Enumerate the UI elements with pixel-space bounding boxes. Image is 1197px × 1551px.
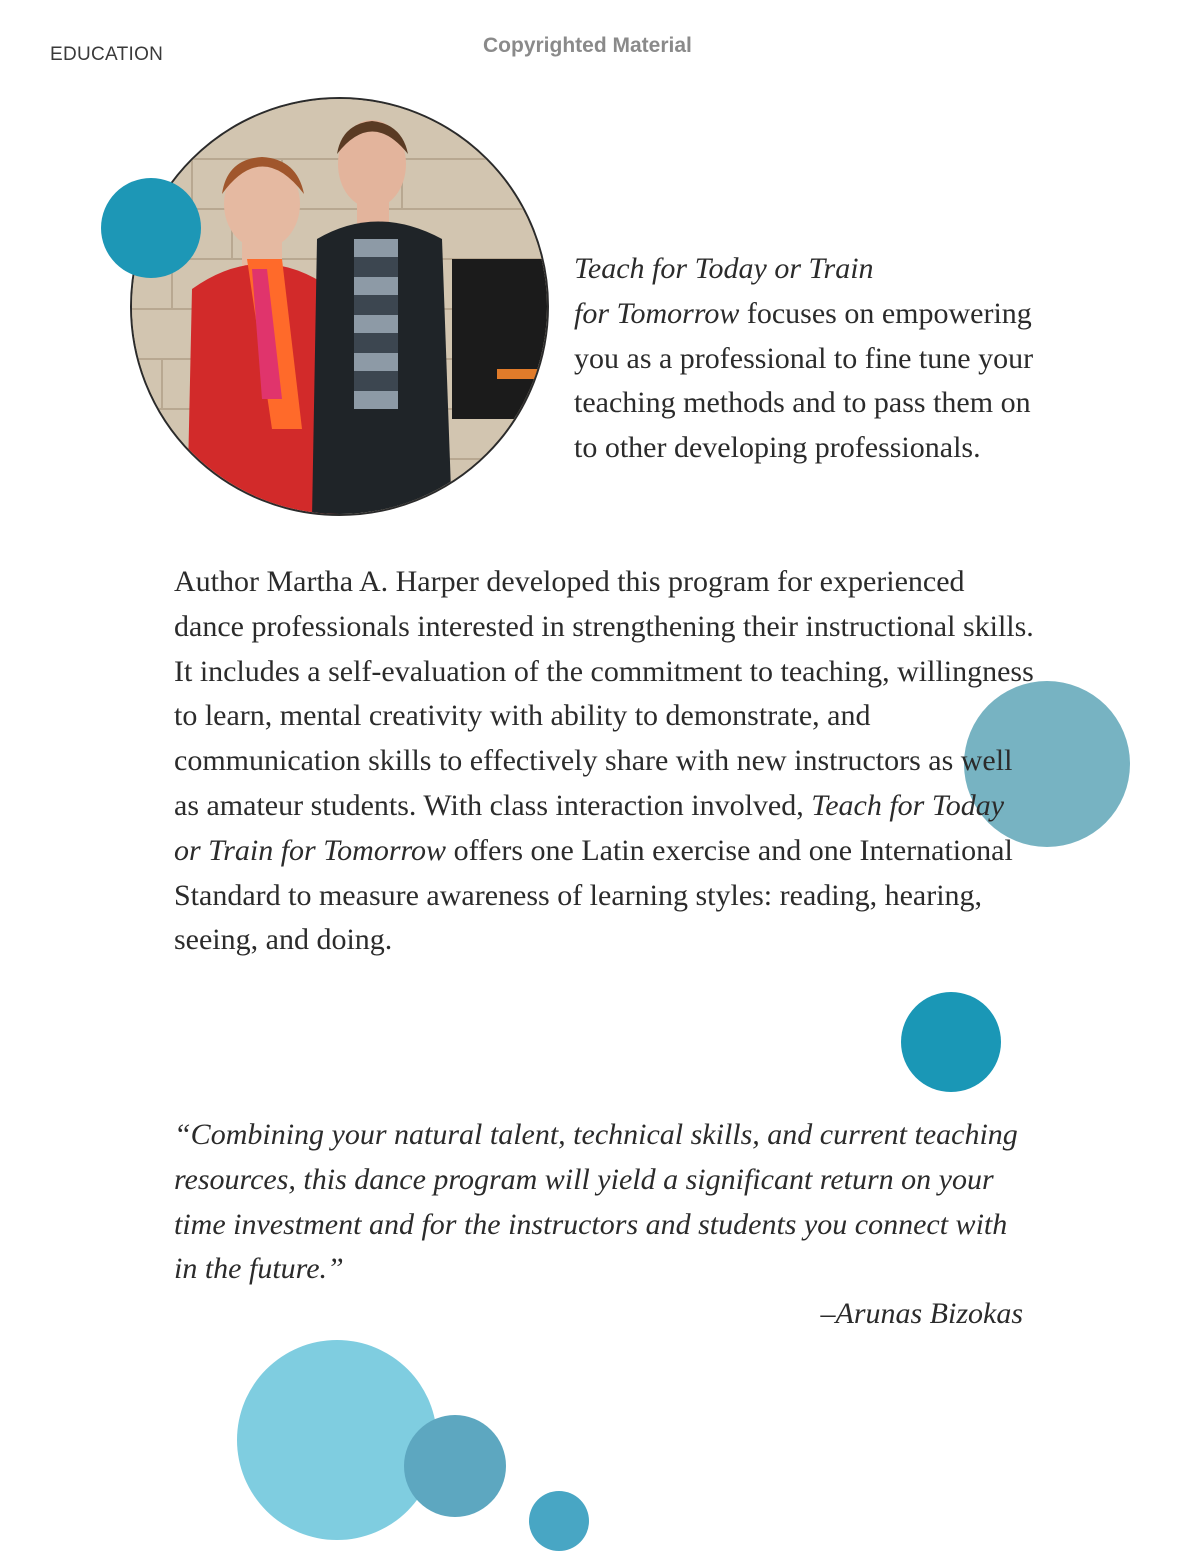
description-paragraph	[174, 560, 1034, 963]
decorative-circle	[404, 1415, 506, 1517]
intro-paragraph	[574, 247, 1044, 471]
intro-text: focuses on empowering you as a professional to fine tune your teaching methods and to pass them on to other developing professionals.	[574, 296, 1034, 465]
category-label: EDUCATION	[50, 44, 164, 65]
copyright-watermark: Copyrighted Material	[483, 34, 692, 57]
author-photo	[130, 97, 549, 516]
decorative-circle	[529, 1491, 589, 1551]
decorative-circle	[101, 178, 201, 278]
description-text: Author Martha A. Harper developed this program for experienced dance professionals interested in strengthening their instructional skills. It includes a self-evaluation of the commitment to teaching, willingness to learn, mental creativity with ability to demonstrate, and communication skills to effectively share with new instructors as well as amateur students. With class interaction involved,	[174, 565, 1034, 822]
description-text-end: offers one Latin exercise and one International Standard to measure awareness of learning styles: reading, hearing, seeing, and doing.	[174, 833, 1013, 957]
book-title-inline: Teach for Today or Train for Tomorrow	[174, 788, 1005, 867]
quote-attribution: –Arunas Bizokas	[820, 1297, 1023, 1330]
book-title: Teach for Today or Train	[574, 252, 874, 285]
decorative-circle	[901, 992, 1001, 1092]
book-title-continued: for Tomorrow	[574, 296, 740, 330]
testimonial-quote: “Combining your natural talent, technical skills, and current teaching resources, this dance program will yield a significant return on your time investment and for the instructors and students you connect with in the future.”	[174, 1118, 1018, 1286]
decorative-circle	[237, 1340, 437, 1540]
